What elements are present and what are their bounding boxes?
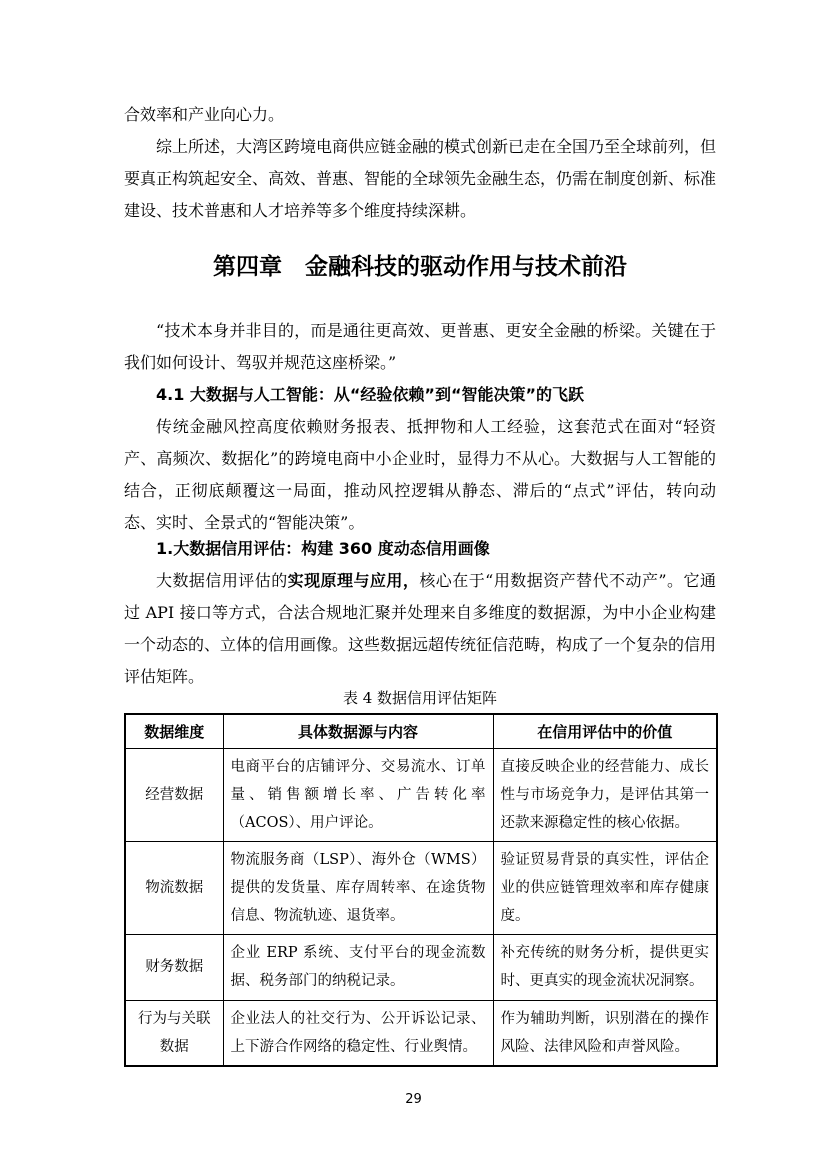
table-header-row [125, 714, 717, 748]
text-run: 核心在于“用数据资产替代不动产”。它通过 API 接口等方式，合法合规地汇聚并处理来自多维度的数据源，为中小企业构建一个动态的、立体的信用画像。这些数据远超传统征信范畴，构成了一个复杂的信用评估矩阵。 [124, 571, 717, 686]
section-heading-4-1: 4.1 大数据与人工智能：从“经验依赖”到“智能决策”的飞跃 [156, 385, 584, 404]
cell-source: 物流服务商（LSP）、海外仓（WMS）提供的发货量、库存周转率、在途货物信息、物流轨迹、退货率。 [223, 841, 493, 934]
cell-dimension: 物流数据 [125, 841, 223, 934]
cell-source: 电商平台的店铺评分、交易流水、订单量、销售额增长率、广告转化率（ACOS）、用户评论。 [223, 748, 493, 841]
paragraph-credit-assessment [124, 565, 716, 693]
table-caption: 表 4 数据信用评估矩阵 [342, 689, 498, 707]
cell-value: 直接反映企业的经营能力、成长性与市场竞争力，是评估其第一还款来源稳定性的核心依据。 [493, 748, 717, 841]
table-row [125, 934, 717, 1000]
quote-paragraph: “技术本身并非目的，而是通往更高效、更普惠、更安全金融的桥梁。关键在于我们如何设计、驾驭并规范这座桥梁。” [124, 321, 716, 372]
cell-source: 企业 ERP 系统、支付平台的现金流数据、税务部门的纳税记录。 [223, 934, 493, 1000]
header-cell-source: 具体数据源与内容 [223, 714, 493, 748]
table-row [125, 748, 717, 841]
chapter-title: 第四章 金融科技的驱动作用与技术前沿 [213, 254, 627, 280]
text-run: 大数据信用评估的 [156, 571, 288, 590]
paragraph-risk-control: 传统金融风控高度依赖财务报表、抵押物和人工经验，这套范式在面对“轻资产、高频次、数据化”的跨境电商中小企业时，显得力不从心。大数据与人工智能的结合，正彻底颠覆这一局面，推动风控逻辑从静态、滞后的“点式”评估，转向动态、实时、全景式的“智能决策”。 [124, 417, 716, 532]
cell-value: 验证贸易背景的真实性，评估企业的供应链管理效率和库存健康度。 [493, 841, 717, 934]
page-number: 29 [405, 1092, 422, 1107]
header-cell-dimension: 数据维度 [125, 714, 223, 748]
bold-text-run: 实现原理与应用， [287, 571, 420, 590]
credit-matrix-table [124, 713, 718, 1067]
cell-dimension: 行为与关联数据 [125, 1000, 223, 1066]
paragraph-continuation: 合效率和产业向心力。 [124, 105, 285, 124]
cell-dimension: 财务数据 [125, 934, 223, 1000]
table-row [125, 1000, 717, 1066]
cell-source: 企业法人的社交行为、公开诉讼记录、上下游合作网络的稳定性、行业舆情。 [223, 1000, 493, 1066]
cell-value: 作为辅助判断，识别潜在的操作风险、法律风险和声誉风险。 [493, 1000, 717, 1066]
paragraph-summary: 综上所述，大湾区跨境电商供应链金融的模式创新已走在全国乃至全球前列，但要真正构筑起安全、高效、普惠、智能的全球领先金融生态，仍需在制度创新、标准建设、技术普惠和人才培养等多个维度持续深耕。 [124, 137, 717, 220]
cell-value: 补充传统的财务分析，提供更实时、更真实的现金流状况洞察。 [493, 934, 717, 1000]
table-row [125, 841, 717, 934]
subsection-heading-credit: 1.大数据信用评估：构建 360 度动态信用画像 [156, 539, 490, 558]
cell-dimension: 经营数据 [125, 748, 223, 841]
header-cell-value: 在信用评估中的价值 [493, 714, 717, 748]
